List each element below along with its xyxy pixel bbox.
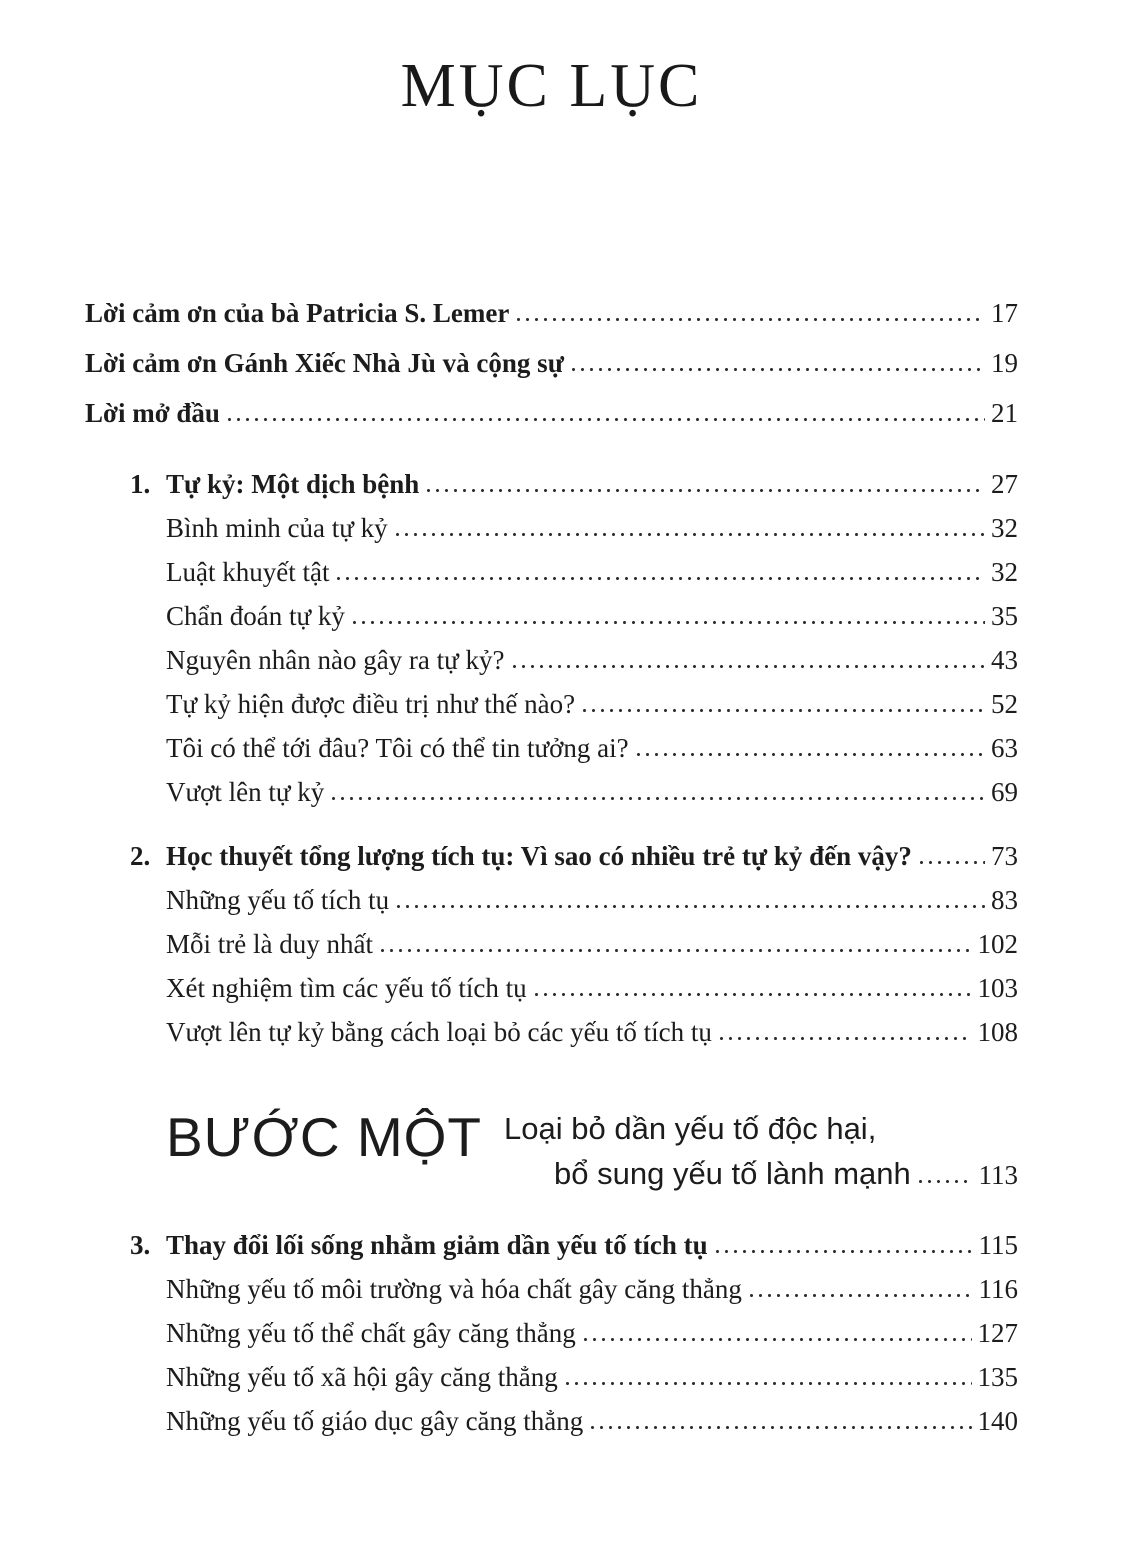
dot-leader xyxy=(747,1293,973,1298)
dot-leader xyxy=(350,620,985,625)
toc-entry-frontmatter xyxy=(85,338,1018,388)
toc-entry-label: Lời mở đầu xyxy=(85,398,220,428)
dot-leader xyxy=(329,796,985,801)
section-row xyxy=(85,594,1018,638)
chapter-title: Học thuyết tổng lượng tích tụ: Vì sao có nhiều trẻ tự kỷ đến vậy? xyxy=(166,841,912,871)
chapter-row xyxy=(85,462,1018,506)
page-title: MỤC LỤC xyxy=(400,52,703,120)
page-number: 116 xyxy=(978,1274,1018,1304)
page-number: 115 xyxy=(978,1230,1018,1260)
section-row xyxy=(85,1010,1018,1054)
part-heading-row xyxy=(166,1106,1018,1199)
section-row xyxy=(85,638,1018,682)
page-number: 32 xyxy=(991,557,1018,587)
page-number: 32 xyxy=(991,513,1018,543)
section-row xyxy=(85,682,1018,726)
page-number: 127 xyxy=(977,1318,1018,1348)
dot-leader xyxy=(424,488,985,493)
section-label: Tự kỷ hiện được điều trị như thế nào? xyxy=(166,689,576,719)
toc-entry-frontmatter xyxy=(85,288,1018,338)
section-row xyxy=(85,506,1018,550)
section-label: Những yếu tố thể chất gây căng thẳng xyxy=(166,1318,576,1348)
dot-leader xyxy=(713,1249,973,1254)
chapter-title: Thay đổi lối sống nhằm giảm dần yếu tố tích tụ xyxy=(166,1230,708,1260)
page-number: 43 xyxy=(991,645,1018,675)
section-row xyxy=(85,1267,1018,1311)
page-number: 108 xyxy=(977,1017,1018,1047)
dot-leader xyxy=(916,1179,973,1184)
section-row xyxy=(85,550,1018,594)
dot-leader xyxy=(634,752,985,757)
page-number: 102 xyxy=(977,929,1018,959)
section-label: Những yếu tố môi trường và hóa chất gây căng thẳng xyxy=(166,1274,742,1304)
chapter-number: 2. xyxy=(130,841,151,871)
dot-leader xyxy=(581,1337,972,1342)
dot-leader xyxy=(394,904,985,909)
page-number: 140 xyxy=(977,1406,1018,1436)
dot-leader xyxy=(580,708,985,713)
section-row xyxy=(85,1399,1018,1443)
page-number: 83 xyxy=(991,885,1018,915)
section-label: Những yếu tố xã hội gây căng thẳng xyxy=(166,1362,558,1392)
section-label: Luật khuyết tật xyxy=(166,557,330,587)
section-label: Vượt lên tự kỷ xyxy=(166,777,325,807)
page-number: 17 xyxy=(991,298,1018,328)
section-row xyxy=(85,966,1018,1010)
page-number: 135 xyxy=(977,1362,1018,1392)
section-label: Nguyên nhân nào gây ra tự kỷ? xyxy=(166,645,505,675)
page-number: 21 xyxy=(991,398,1018,428)
chapter-row xyxy=(85,834,1018,878)
dot-leader xyxy=(532,992,972,997)
section-row xyxy=(85,726,1018,770)
dot-leader xyxy=(717,1036,972,1041)
dot-leader xyxy=(917,860,985,865)
section-row xyxy=(85,1311,1018,1355)
dot-leader xyxy=(563,1381,972,1386)
chapter-number: 1. xyxy=(130,469,151,499)
dot-leader xyxy=(569,367,985,372)
dot-leader xyxy=(225,417,985,422)
dot-leader xyxy=(588,1425,971,1430)
part-heading: BƯỚC MỘT xyxy=(166,1106,483,1168)
page-number: 113 xyxy=(978,1160,1018,1190)
section-label: Tôi có thể tới đâu? Tôi có thể tin tưởng ai? xyxy=(166,733,629,763)
section-label: Chẩn đoán tự kỷ xyxy=(166,601,345,631)
section-label: Bình minh của tự kỷ xyxy=(166,513,388,543)
section-row xyxy=(85,922,1018,966)
section-row xyxy=(85,1355,1018,1399)
chapter-number: 3. xyxy=(130,1230,151,1260)
part-subtitle-line1: Loại bỏ dần yếu tố độc hại, xyxy=(504,1111,877,1146)
section-label: Vượt lên tự kỷ bằng cách loại bỏ các yếu tố tích tụ xyxy=(166,1017,712,1047)
dot-leader xyxy=(334,576,985,581)
section-row xyxy=(85,770,1018,814)
chapter-title: Tự kỷ: Một dịch bệnh xyxy=(166,469,420,499)
section-label: Mỗi trẻ là duy nhất xyxy=(166,929,373,959)
toc-entry-label: Lời cảm ơn của bà Patricia S. Lemer xyxy=(85,298,510,328)
toc-entry-frontmatter xyxy=(85,388,1018,438)
part-subtitle xyxy=(502,1106,1018,1199)
page-number: 27 xyxy=(991,469,1018,499)
page-number: 69 xyxy=(991,777,1018,807)
part-subtitle-line2-row xyxy=(502,1150,1018,1199)
dot-leader xyxy=(514,317,985,322)
toc-entry-label: Lời cảm ơn Gánh Xiếc Nhà Jù và cộng sự xyxy=(85,348,564,378)
page-number: 19 xyxy=(991,348,1018,378)
chapter-row xyxy=(85,1223,1018,1267)
part-subtitle-line2: bổ sung yếu tố lành mạnh xyxy=(554,1156,911,1191)
section-label: Xét nghiệm tìm các yếu tố tích tụ xyxy=(166,973,527,1003)
section-label: Những yếu tố giáo dục gây căng thẳng xyxy=(166,1406,584,1436)
section-row xyxy=(85,878,1018,922)
page-number: 103 xyxy=(977,973,1018,1003)
dot-leader xyxy=(510,664,985,669)
page-number: 63 xyxy=(991,733,1018,763)
dot-leader xyxy=(378,948,972,953)
page-number: 73 xyxy=(991,841,1018,871)
page-number: 52 xyxy=(991,689,1018,719)
page-number: 35 xyxy=(991,601,1018,631)
section-label: Những yếu tố tích tụ xyxy=(166,885,390,915)
dot-leader xyxy=(393,532,985,537)
